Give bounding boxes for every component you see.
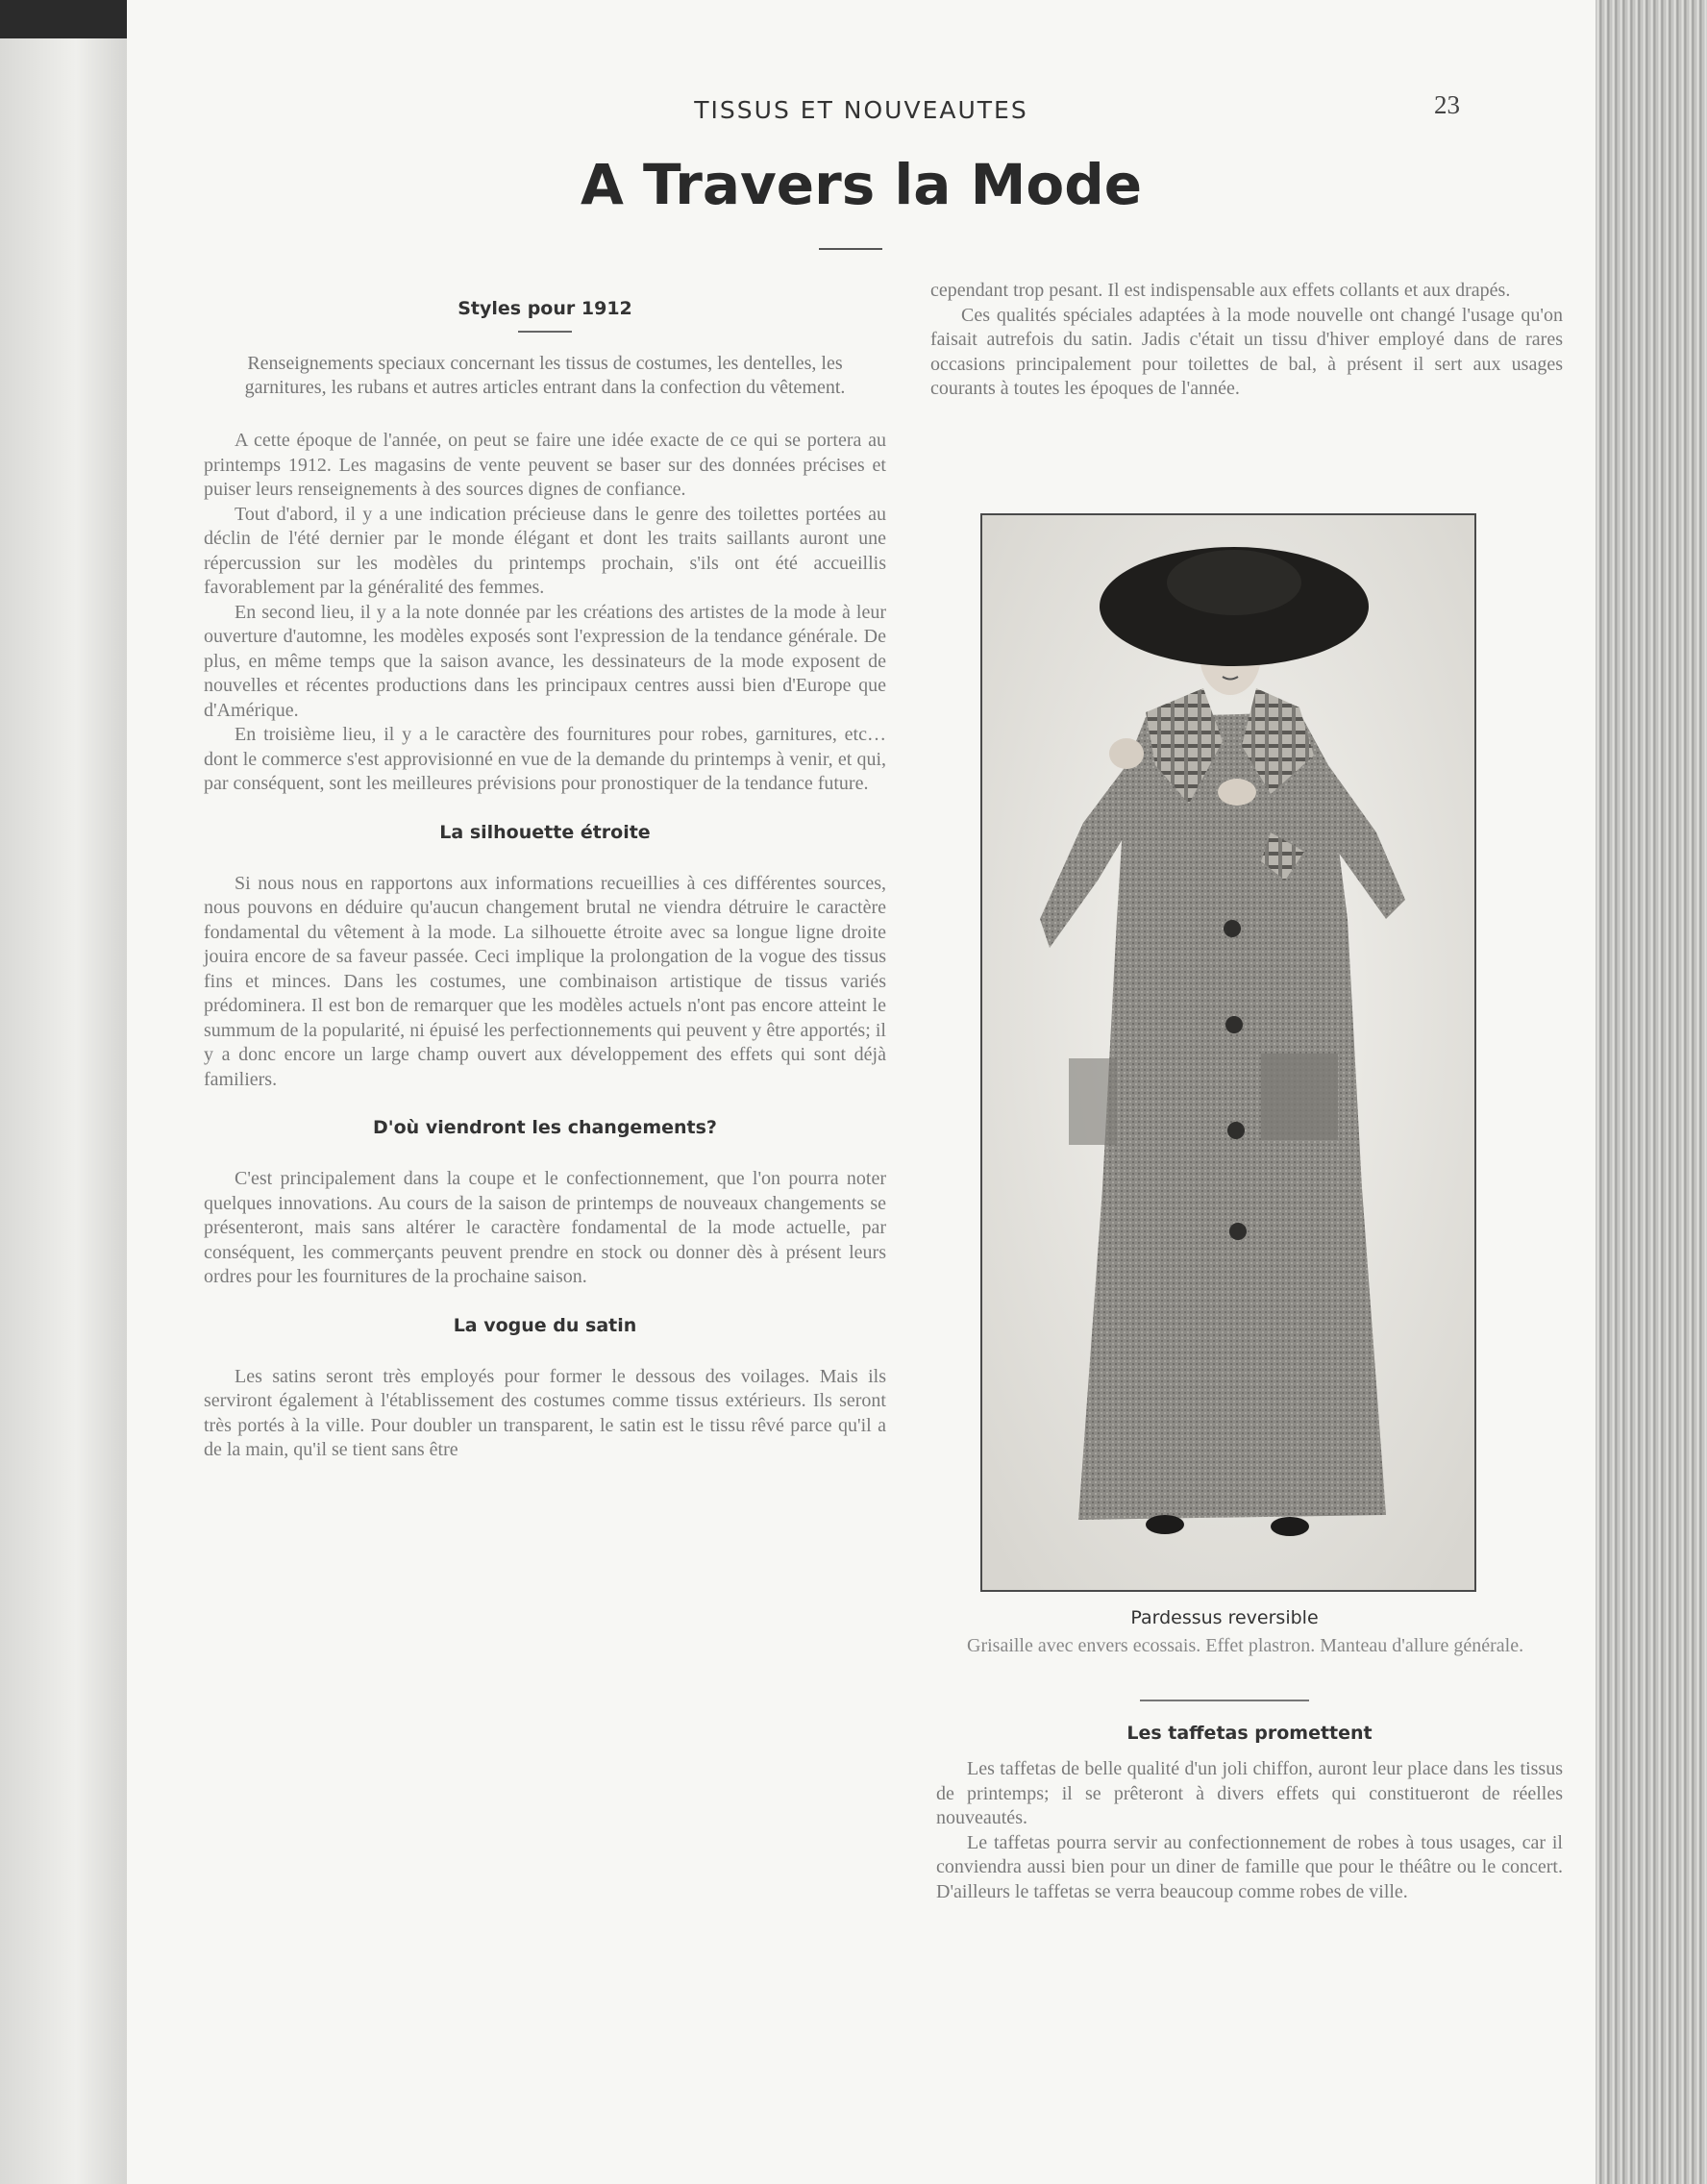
magazine-page — [127, 0, 1596, 2184]
book-page-stack — [1596, 0, 1707, 2184]
section-separator — [1140, 1700, 1309, 1701]
paragraph: Ces qualités spéciales adaptées à la mode nouvelle ont changé l'usage qu'on faisait autrefois du satin. Jadis c'était un tissu d'hiver employé dans de rares occasions principalement pour toilettes de bal, à présent il sert aux usages courants à toutes les époques de l'année. — [930, 304, 1563, 399]
title-rule — [819, 248, 882, 250]
caption-title: Pardessus reversible — [1130, 1607, 1319, 1628]
heading-satin: La vogue du satin — [453, 1314, 637, 1336]
right-column-top — [886, 279, 1563, 402]
paragraph: Les satins seront très employés pour former le dessous des voilages. Mais ils serviront également à l'établissement des costumes comme tissus extérieurs. Ils seront très portés à la ville. Pour doubler un transparent, le satin est le tissu rêvé parce qu'il a de la main, qu'il se tient sans être — [204, 1365, 886, 1460]
running-head: TISSUS ET NOUVEAUTES — [694, 96, 1028, 124]
page-number: 23 — [1434, 90, 1460, 119]
fashion-photograph — [980, 513, 1476, 1592]
caption-text: Grisaille avec envers ecossais. Effet plastron. Manteau d'allure générale. — [967, 1635, 1524, 1656]
woman-in-coat-illustration — [982, 515, 1474, 1590]
paragraph: Tout d'abord, il y a une indication précieuse dans le genre des toilettes portées au déclin de l'été dernier par le monde élégant et dont les traits saillants auront une répercussion sur les modèles du printemps prochain, s'ils ont été accueillis favorablement par la généralité des femmes. — [204, 503, 886, 598]
left-column — [204, 288, 886, 1463]
right-column-bottom — [936, 1723, 1563, 1904]
paragraph: Le taffetas pourra servir au confectionnement de robes à tous usages, car il conviendra aussi bien pour un diner de famille que pour le théâtre ou le concert. D'ailleurs le taffetas se verra beaucoup comme robes de ville. — [936, 1831, 1563, 1902]
paragraph: Les taffetas de belle qualité d'un joli chiffon, auront leur place dans les tissus de printemps; il se prêteront à divers effets qui constitueront de réelles nouveautés. — [936, 1758, 1563, 1828]
page-title: A Travers la Mode — [580, 152, 1143, 217]
paragraph: En second lieu, il y a la note donnée par les créations des artistes de la mode à leur ouverture d'automne, les modèles exposés sont l'expression de la tendance générale. De plus, en même temps que la saison avance, les dessinateurs de la mode exposent de nouvelles et récentes productions dans les principaux centres aussi bien d'Europe que d'Amérique. — [204, 601, 886, 721]
heading-taffetas: Les taffetas promettent — [1126, 1723, 1373, 1744]
heading-changements: D'où viendront les changements? — [373, 1117, 717, 1138]
heading-silhouette: La silhouette étroite — [439, 821, 651, 843]
facing-page-edge — [0, 38, 130, 2184]
paragraph: cependant trop pesant. Il est indispensable aux effets collants et aux drapés. — [930, 280, 1511, 301]
heading-styles: Styles pour 1912 — [458, 298, 632, 319]
paragraph: C'est principalement dans la coupe et le confectionnement, que l'on pourra noter quelques innovations. Au cours de la saison de printemps de nouveaux changements se présenteront, mais sans altérer le caractère fondamental de la mode actuelle, par conséquent, les commerçants peuvent prendre en stock ou donner dès à présent leurs ordres pour les fournitures de la prochaine saison. — [204, 1168, 886, 1287]
paragraph: Si nous nous en rapportons aux informations recueillies à ces différentes sources, nous pouvons en déduire qu'aucun changement brutal ne viendra détruire le caractère fondamental du vêtement à la mode. La silhouette étroite avec sa longue ligne droite jouira encore de sa faveur passée. Ceci implique la prolongation de la vogue des tissus fins et minces. Dans les costumes, une combinaison artistique de tissus variés prédominera. Il est bon de remarquer que les modèles actuels n'ont pas encore atteint le summum de la popularité, ni épuisé les perfectionnements qui peuvent y être apportés; il y a donc encore un large champ ouvert aux développement des effets qui sont déjà familiers. — [204, 872, 886, 1090]
lede-paragraph: Renseignements speciaux concernant les tissus de costumes, les dentelles, les garnitures, les rubans et autres articles entrant dans la confection du vêtement. — [244, 353, 846, 398]
paragraph: En troisième lieu, il y a le caractère des fournitures pour robes, garnitures, etc… dont le commerce s'est approvisionné en vue de la demande du printemps à venir, et qui, par conséquent, sont les meilleures prévisions pour pronostiquer de la tendance future. — [204, 724, 886, 794]
heading-rule — [518, 331, 572, 333]
paragraph: A cette époque de l'année, on peut se faire une idée exacte de ce qui se portera au printemps 1912. Les magasins de vente peuvent se baser sur des données précises et puiser leurs renseignements à des sources dignes de confiance. — [204, 430, 886, 500]
